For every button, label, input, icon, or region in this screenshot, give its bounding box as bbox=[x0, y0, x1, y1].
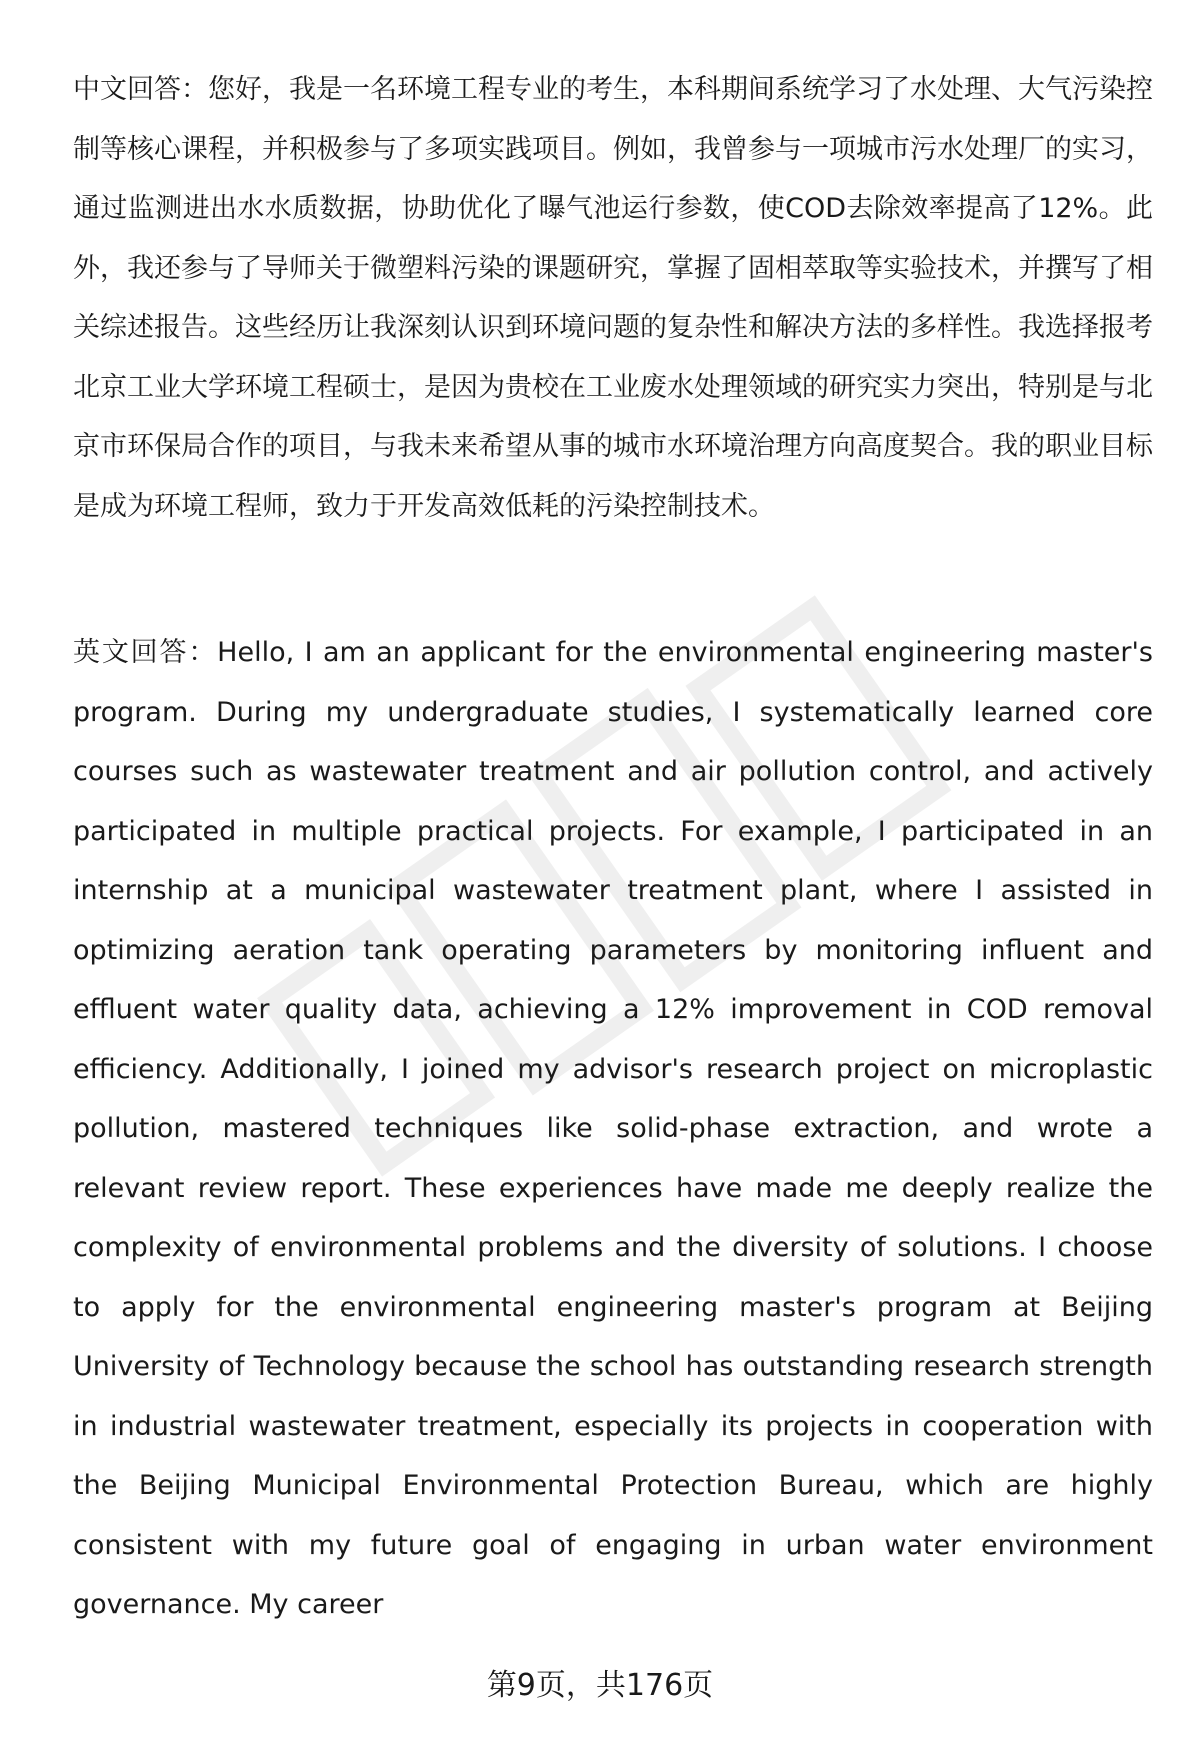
chinese-answer-paragraph bbox=[73, 60, 1153, 536]
english-answer-text: Hello, I am an applicant for the environmental engineering master's program. During my undergraduate studies, I systematically learned core courses such as wastewater treatment and air pollution control, and actively participated in multiple practical projects. For example, I participated in an internship at a municipal wastewater treatment plant, where I assisted in optimizing aeration tank operating parameters by monitoring influent and effluent water quality data, achieving a 12% improvement in COD removal efficiency. Additionally, I joined my advisor's research project on microplastic pollution, mastered techniques like solid-phase extraction, and wrote a relevant review report. These experiences have made me deeply realize the complexity of environmental problems and the diversity of solutions. I choose to apply for the environmental engineering master's program at Beijing University of Technology because the school has outstanding research strength in industrial wastewater treatment, especially its projects in cooperation with the Beijing Municipal Environmental Protection Bureau, which are highly consistent with my future goal of engaging in urban water environment governance. My career bbox=[73, 637, 1153, 1620]
page-number-footer: 第9页，共176页 bbox=[486, 1668, 714, 1703]
english-answer-paragraph bbox=[73, 623, 1153, 1635]
english-answer-section bbox=[73, 623, 1153, 1663]
chinese-answer-text: 您好，我是一名环境工程专业的考生，本科期间系统学习了水处理、大气污染控制等核心课程，并积极参与了多项实践项目。例如，我曾参与一项城市污水处理厂的实习，通过监测进出水水质数据，协助优化了曝气池运行参数，使COD去除效率提高了12%。此外，我还参与了导师关于微塑料污染的课题研究，掌握了固相萃取等实验技术，并撰写了相关综述报告。这些经历让我深刻认识到环境问题的复杂性和解决方法的多样性。我选择报考北京工业大学环境工程硕士，是因为贵校在工业废水处理领域的研究实力突出，特别是与北京市环保局合作的项目，与我未来希望从事的城市水环境治理方向高度契合。我的职业目标是成为环境工程师，致力于开发高效低耗的污染控制技术。 bbox=[73, 74, 1153, 522]
chinese-answer-section bbox=[73, 60, 1153, 536]
english-answer-label: 英文回答： bbox=[73, 637, 218, 668]
chinese-answer-label: 中文回答： bbox=[73, 74, 208, 105]
